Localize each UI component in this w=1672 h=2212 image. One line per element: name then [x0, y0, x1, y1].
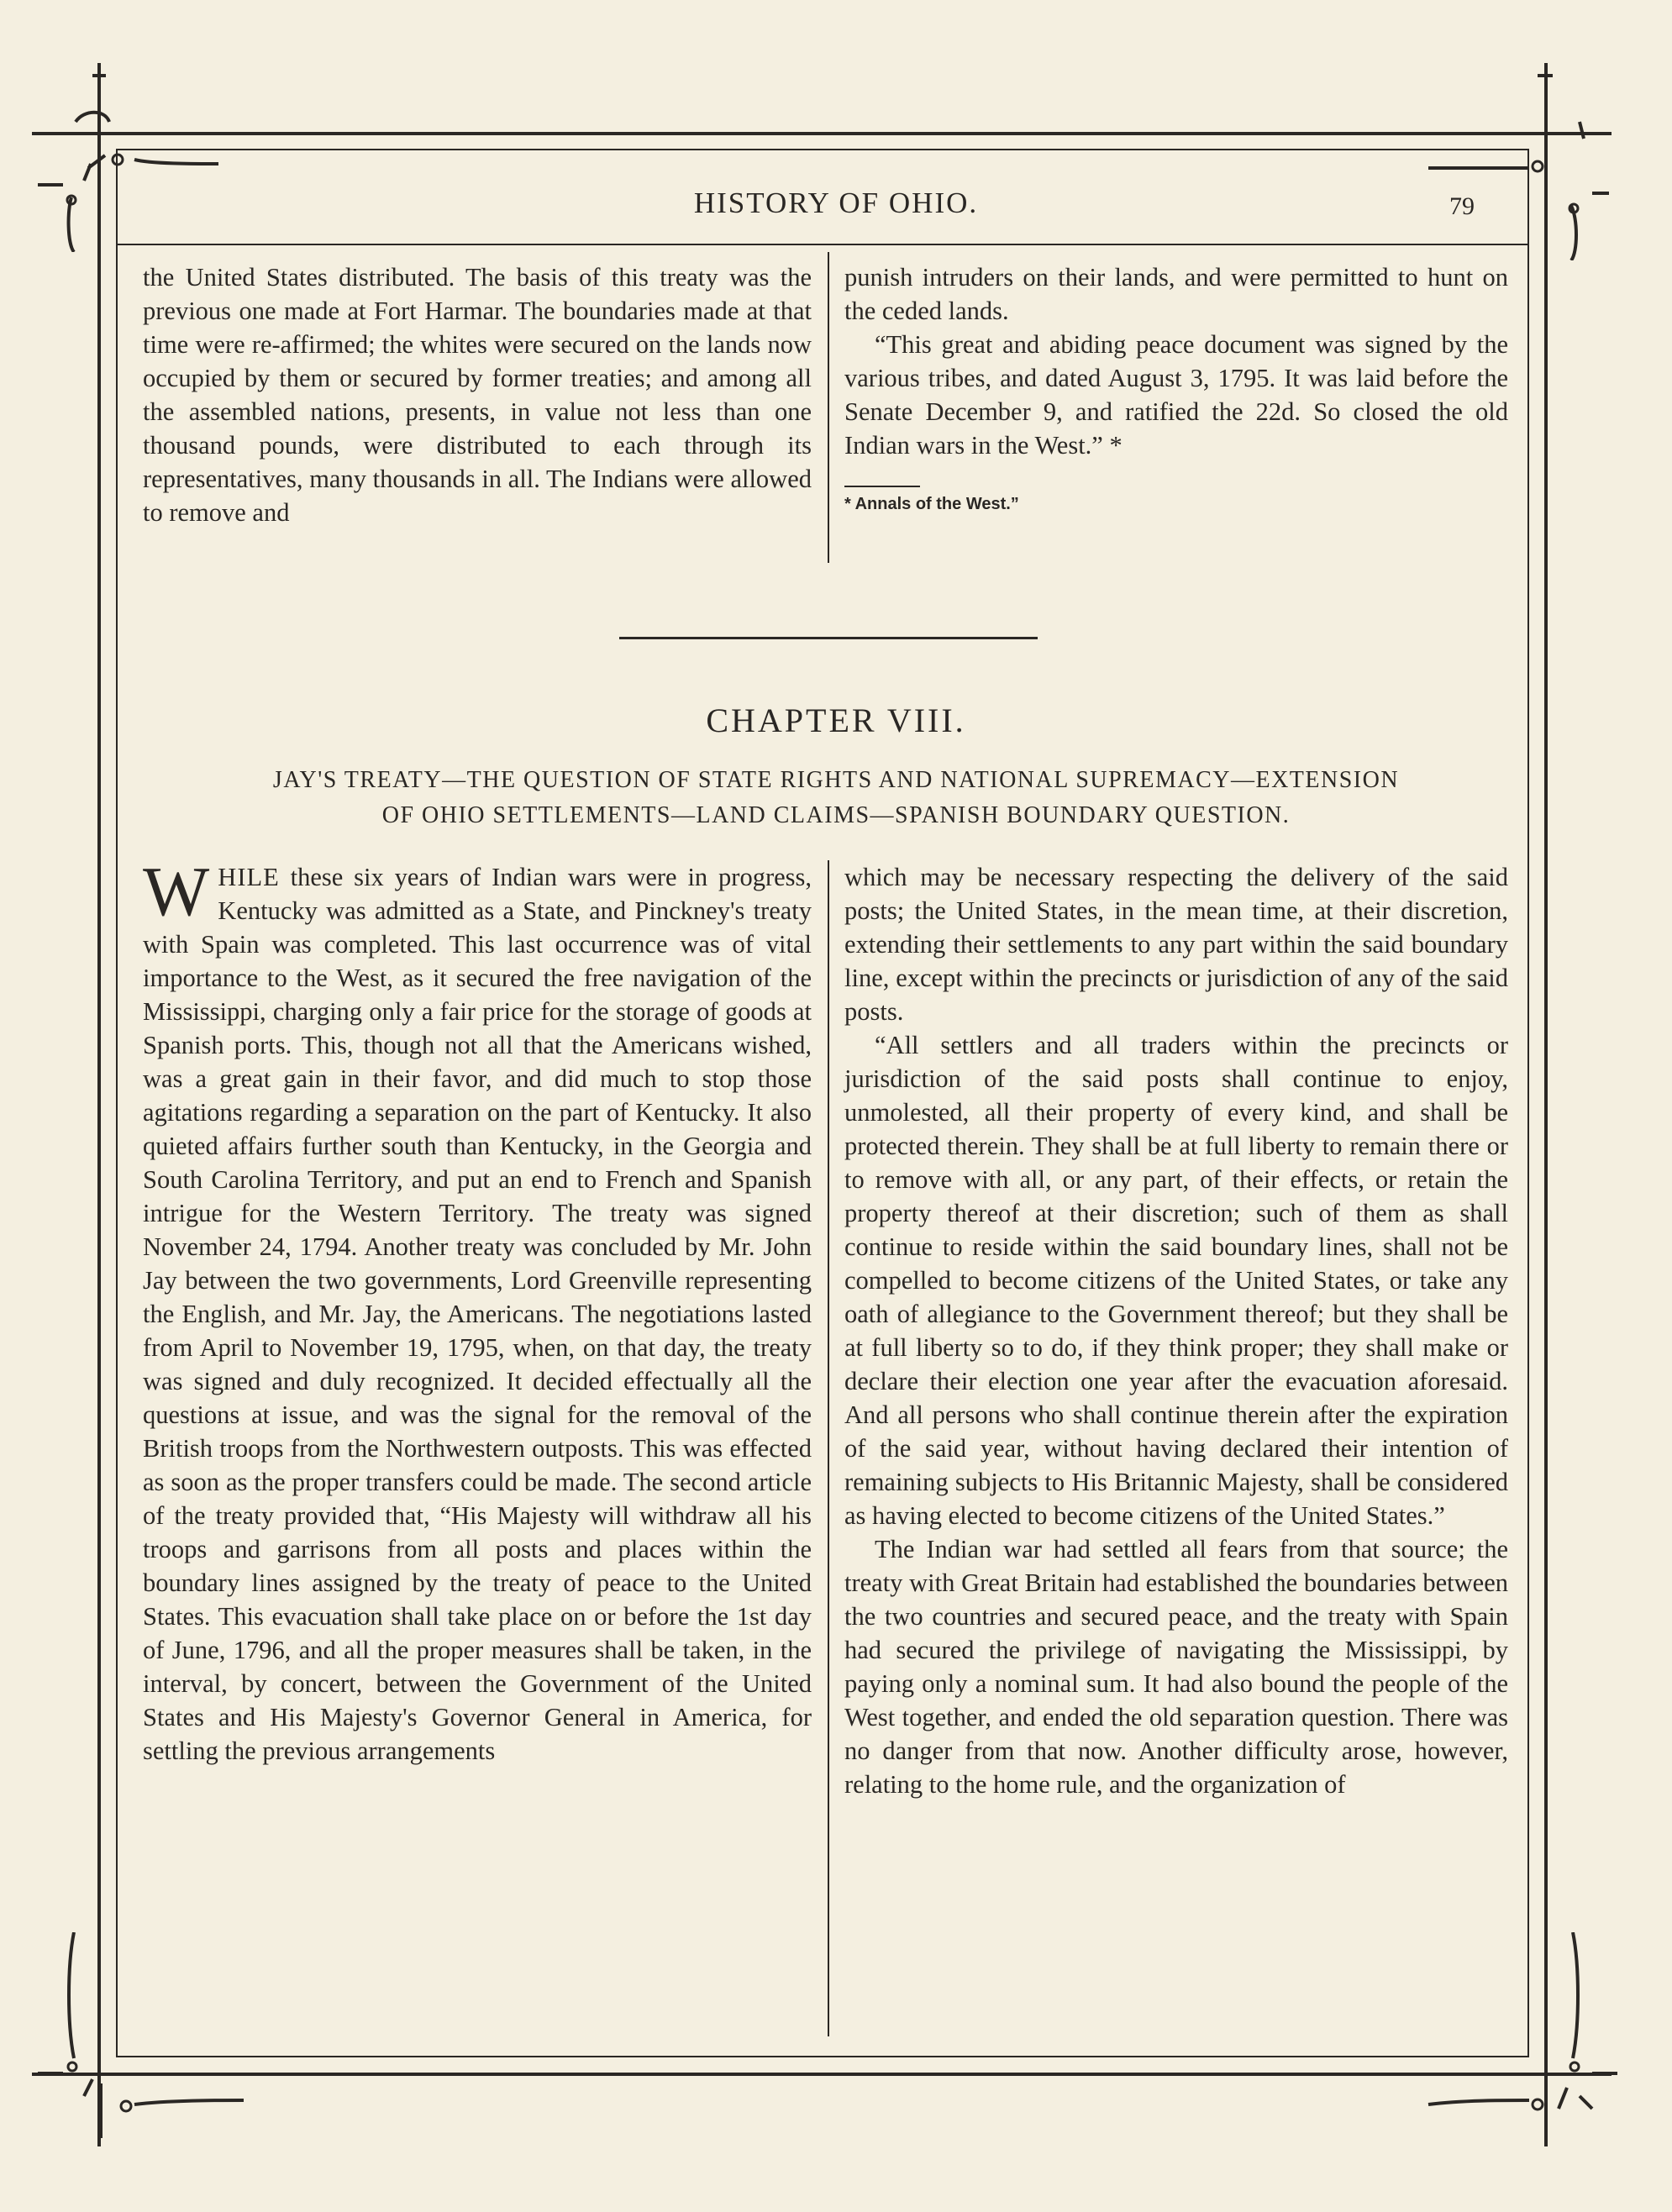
body-right-paragraph-1: which may be necessary respecting the delivery of the said posts; the United States, in the mean time, at their discretion, extending their settlements to any part within the said boundary line, except within the precincts or jurisdiction of any of the said posts. [844, 863, 1508, 1026]
chapter-subtitle [126, 763, 1546, 833]
body-column-divider [828, 860, 829, 2036]
top-left-column [143, 260, 812, 529]
corner-flourish-bottom-left-icon [25, 1932, 244, 2142]
top-right-paragraph-2: “This great and abiding peace document was signed by the various tribes, and dated August 3, 1795. It was laid before the Senate December 9, and ratified the 22d. So closed the old Indian wars in the West.” * [844, 330, 1508, 460]
top-left-paragraph: the United States distributed. The basis of this treaty was the previous one made at Fort Harmar. The boundaries made at that time were re-affirmed; the whites were secured on the lands now occupied by them or secured by former treaties; and among all the assembled nations, presents, in value not less than one thousand pounds, were distributed to each through its representatives, many thousands in all. The Indians were allowed to remove and [143, 263, 812, 527]
page-number: 79 [1449, 192, 1475, 220]
corner-flourish-top-right-icon [1412, 59, 1613, 260]
header-rule [118, 244, 1527, 245]
first-word: HILE [218, 863, 280, 891]
body-right-paragraph-2: “All settlers and all traders within the precincts or jurisdiction of the said posts shall continue to enjoy, unmolested, all their property of every kind, and shall be protected therein. They shall be at full liberty to remain there or to remove with all, or any part, of their effects, or retain the property thereof at their discretion; such of them as shall continue to reside within the said boundary lines, shall not be compelled to become citizens of the United States, or take any oath of allegiance to the Government thereof; but they shall be at full liberty so to do, if they think proper; they shall make or declare their election one year after the evacuation aforesaid. And all persons who shall continue therein after the expiration of the said year, without having declared their intention of remaining subjects to His Britannic Majesty, shall be considered as having elected to become citizens of the United States.” [844, 1031, 1508, 1530]
top-right-column [844, 260, 1508, 516]
chapter-subtitle-line-1: JAY'S TREATY—THE QUESTION OF STATE RIGHTS AND NATIONAL SUPREMACY—EXTENSION [272, 767, 1400, 793]
corner-flourish-top-left-icon [25, 59, 227, 252]
frame-left-rule [97, 63, 101, 2146]
frame-bottom-rule [32, 2073, 1612, 2076]
footnote: * Annals of the West.” [844, 495, 1019, 513]
section-separator [619, 637, 1038, 639]
body-left-text: these six years of Indian wars were in progress, Kentucky was admitted as a State, and Pinckney's treaty with Spain was completed. This last occurrence was of vital importance to the West, as it secured the free navigation of the Mississippi, charging only a fair price for the storage of goods at Spanish ports. This, though not all that the Americans wished, was a great gain in their favor, and did much to stop those agitations regarding a separation on the part of Kentucky. It also quieted affairs further south than Kentucky, in the Georgia and South Carolina Territory, and put an end to French and Spanish intrigue for the Western Territory. The treaty was signed November 24, 1794. Another treaty was concluded by Mr. John Jay between the two governments, Lord Greenville representing the English, and Mr. Jay, the Americans. The negotiations lasted from April to November 19, 1795, when, on that day, the treaty was signed and duly recognized. It decided effectually all the questions at issue, and was the signal for the removal of the British troops from the Northwestern outposts. This was effected as soon as the proper transfers could be made. The second article of the treaty provided that, “His Majesty will withdraw all his troops and garrisons from all posts and places within the boundary lines assigned by the treaty of peace to the United States. This evacuation shall take place on or before the 1st day of June, 1796, and all the proper measures shall be taken, in the interval, by concert, between the Government of the United States and His Majesty's Governor General in America, for settling the previous arrangements [143, 863, 812, 1765]
footnote-rule [844, 486, 920, 487]
top-column-divider [828, 252, 829, 563]
inner-right-rule [1527, 149, 1529, 2057]
body-right-column [844, 860, 1508, 1801]
inner-left-rule [116, 149, 118, 2057]
inner-bottom-rule [116, 2056, 1529, 2057]
drop-cap: W [143, 853, 210, 931]
body-left-paragraph [143, 853, 812, 1768]
body-left-column [143, 853, 812, 1768]
frame-top-rule [32, 132, 1612, 135]
chapter-heading: CHAPTER VIII. [706, 701, 966, 739]
top-right-paragraph-1: punish intruders on their lands, and were permitted to hunt on the ceded lands. [844, 263, 1508, 325]
page-title: HISTORY OF OHIO. [693, 187, 979, 219]
frame-right-rule [1544, 63, 1548, 2146]
corner-flourish-bottom-right-icon [1412, 1932, 1630, 2142]
chapter-subtitle-line-2: OF OHIO SETTLEMENTS—LAND CLAIMS—SPANISH BOUNDARY QUESTION. [381, 802, 1291, 828]
inner-top-rule [116, 149, 1529, 150]
body-right-paragraph-3: The Indian war had settled all fears from that source; the treaty with Great Britain had established the boundaries between the two countries and secured peace, and the treaty with Spain had secured the privilege of navigating the Mississippi, by paying only a nominal sum. It had also bound the people of the West together, and ended the old separation question. There was no danger from that now. Another difficulty arose, however, relating to the home rule, and the organization of [844, 1535, 1508, 1799]
